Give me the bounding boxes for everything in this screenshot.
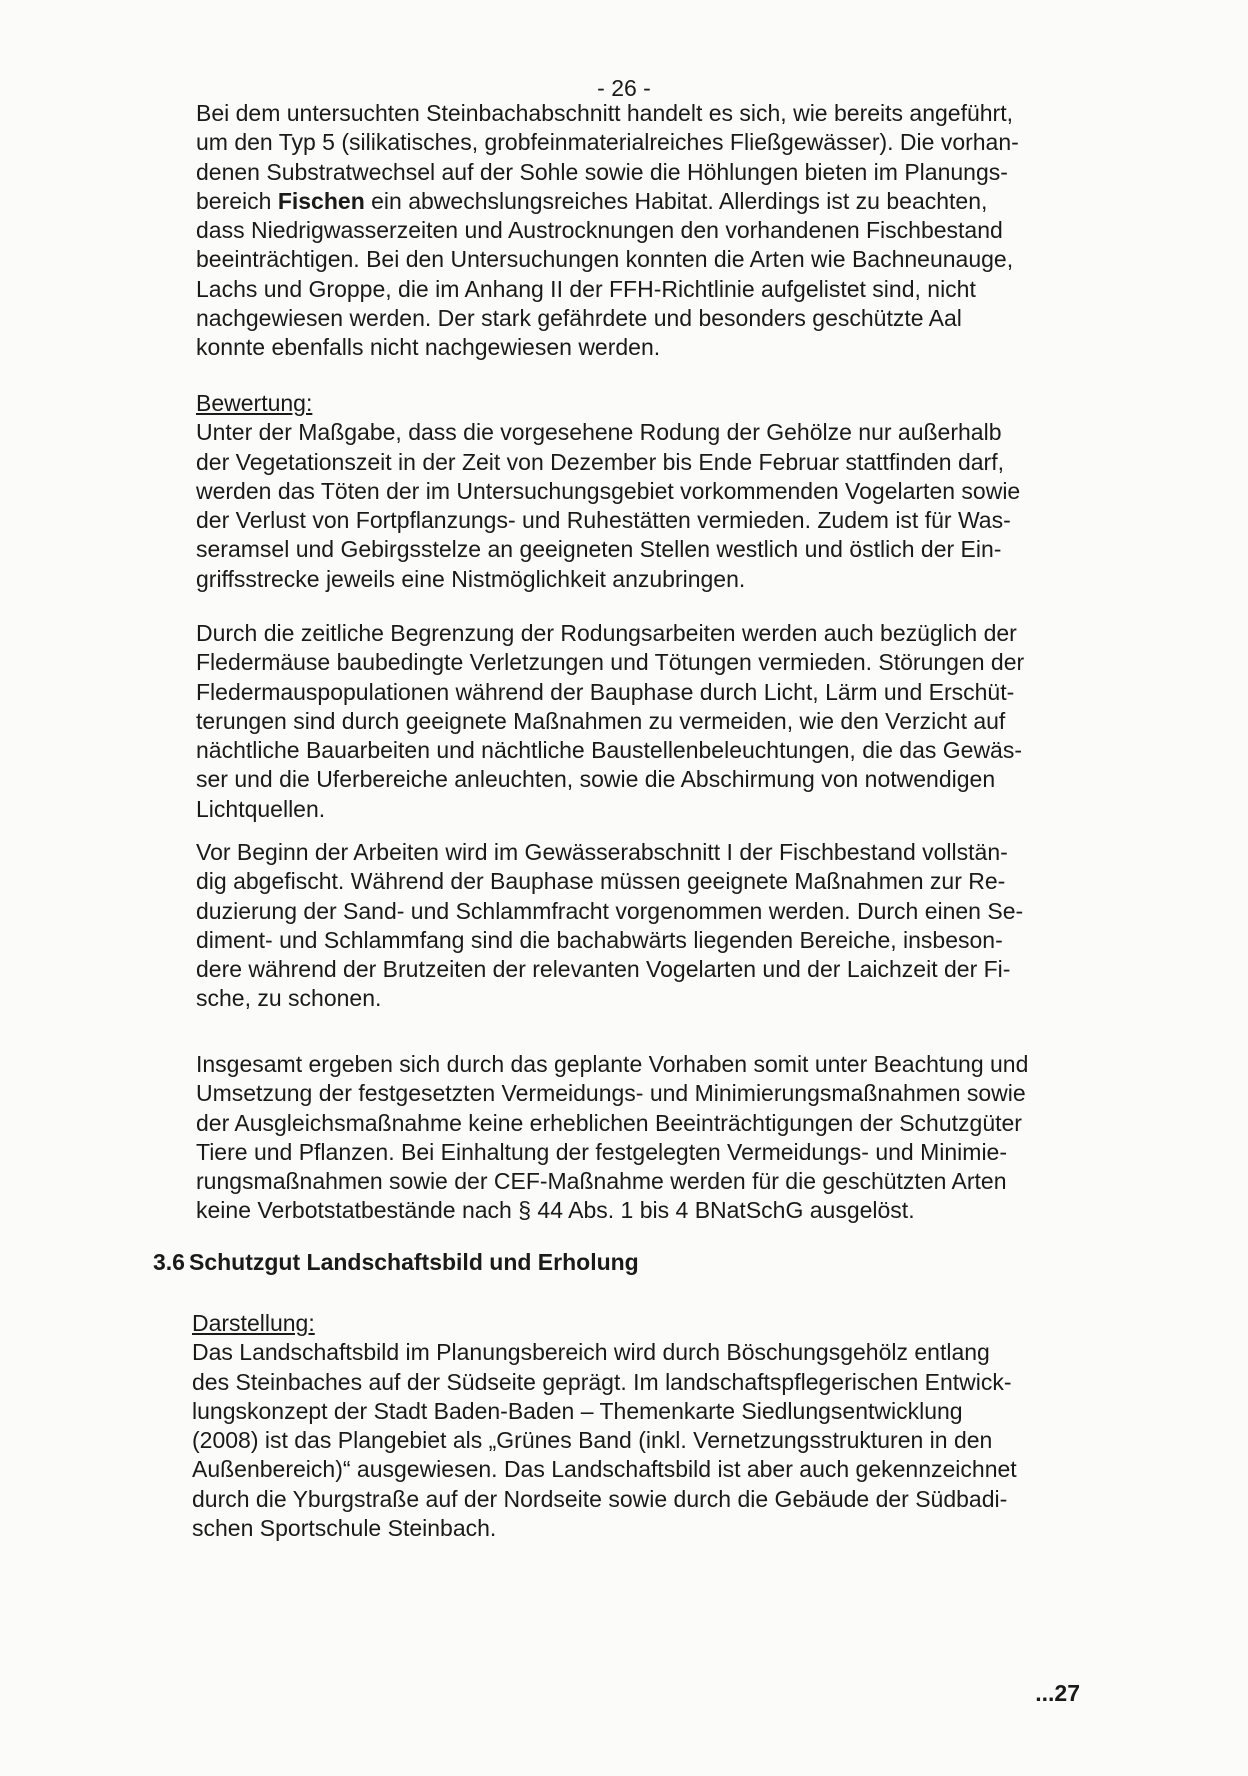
text-line: Vor Beginn der Arbeiten wird im Gewässerabschnitt I der Fischbestand vollstän- bbox=[196, 839, 1008, 865]
section-heading bbox=[153, 1247, 639, 1277]
next-page-marker: ...27 bbox=[1035, 1680, 1080, 1706]
text-line: des Steinbaches auf der Südseite geprägt. Im landschaftspflegerischen Entwick- bbox=[192, 1368, 1012, 1395]
text-line: um den Typ 5 (silikatisches, grobfeinmaterialreiches Fließgewässer). Die vorhan- bbox=[196, 129, 1019, 156]
text-line: sche, zu schonen. bbox=[196, 985, 382, 1012]
text-line: denen Substratwechsel auf der Sohle sowie die Höhlungen bieten im Planungs- bbox=[196, 158, 1008, 185]
text-line: Lachs und Groppe, die im Anhang II der FFH-Richtlinie aufgelistet sind, nicht bbox=[196, 275, 976, 302]
text-line: werden das Töten der im Untersuchungsgebiet vorkommenden Vogelarten sowie bbox=[196, 477, 1021, 504]
darstellung-heading: Darstellung: bbox=[192, 1310, 315, 1336]
text-line: dere während der Brutzeiten der relevanten Vogelarten und der Laichzeit der Fi- bbox=[196, 956, 1011, 983]
text-line: nachgewiesen werden. Der stark gefährdete und besonders geschützte Aal bbox=[196, 305, 962, 332]
text-line: der Verlust von Fortpflanzungs- und Ruhestätten vermieden. Zudem ist für Was- bbox=[196, 507, 1011, 534]
section-number: 3.6 bbox=[153, 1249, 185, 1275]
text-fragment: ein abwechslungsreiches Habitat. Allerdings ist zu beachten, bbox=[364, 187, 988, 214]
darstellung-section bbox=[192, 1309, 1092, 1543]
text-line: konnte ebenfalls nicht nachgewiesen werden. bbox=[196, 334, 661, 361]
text-line: Außenbereich)“ ausgewiesen. Das Landschaftsbild ist aber auch gekennzeichnet bbox=[192, 1456, 1017, 1483]
bewertung-paragraph-fledermaeuse bbox=[196, 619, 1096, 824]
text-line: ser und die Uferbereiche anleuchten, sowie die Abschirmung von notwendigen bbox=[196, 766, 996, 793]
text-line: terungen sind durch geeignete Maßnahmen zu vermeiden, wie den Verzicht auf bbox=[196, 707, 1006, 734]
text-line: diment- und Schlammfang sind die bachabwärts liegenden Bereiche, insbeson- bbox=[196, 926, 1003, 953]
text-line: Umsetzung der festgesetzten Vermeidungs- und Minimierungsmaßnahmen sowie bbox=[196, 1080, 1026, 1107]
text-line: lungskonzept der Stadt Baden-Baden – Themenkarte Siedlungsentwicklung bbox=[192, 1397, 963, 1424]
bewertung-heading: Bewertung: bbox=[196, 390, 313, 416]
text-line: dig abgefischt. Während der Bauphase müssen geeignete Maßnahmen zur Re- bbox=[196, 868, 1006, 895]
text-line: seramsel und Gebirgsstelze an geeigneten Stellen westlich und östlich der Ein- bbox=[196, 536, 1002, 563]
text-line bbox=[196, 187, 1096, 216]
text-line: Bei dem untersuchten Steinbachabschnitt handelt es sich, wie bereits angeführt, bbox=[196, 100, 1013, 126]
text-line: der Vegetationszeit in der Zeit von Dezember bis Ende Februar stattfinden darf, bbox=[196, 448, 1004, 475]
text-line: durch die Yburgstraße auf der Nordseite sowie durch die Gebäude der Südbadi- bbox=[192, 1485, 1008, 1512]
text-line: rungsmaßnahmen sowie der CEF-Maßnahme werden für die geschützten Arten bbox=[196, 1168, 1007, 1195]
text-line: keine Verbotstatbestände nach § 44 Abs. 1 bis 4 BNatSchG ausgelöst. bbox=[196, 1197, 915, 1224]
text-line: Das Landschaftsbild im Planungsbereich wird durch Böschungsgehölz entlang bbox=[192, 1339, 990, 1366]
text-line: griffsstrecke jeweils eine Nistmöglichkeit anzubringen. bbox=[196, 565, 746, 592]
text-line: schen Sportschule Steinbach. bbox=[192, 1515, 497, 1542]
text-line: Unter der Maßgabe, dass die vorgesehene Rodung der Gehölze nur außerhalb bbox=[196, 419, 1002, 446]
text-line: beeinträchtigen. Bei den Untersuchungen konnten die Arten wie Bachneunauge, bbox=[196, 246, 1014, 273]
text-line: Fledermäuse baubedingte Verletzungen und Tötungen vermieden. Störungen der bbox=[196, 649, 1025, 676]
text-line: Tiere und Pflanzen. Bei Einhaltung der festgelegten Vermeidungs- und Minimie- bbox=[196, 1138, 1008, 1165]
text-line: nächtliche Bauarbeiten und nächtliche Baustellenbeleuchtungen, die das Gewäs- bbox=[196, 737, 1023, 764]
text-line: Durch die zeitliche Begrenzung der Rodungsarbeiten werden auch bezüglich der bbox=[196, 620, 1017, 646]
section-title: Schutzgut Landschaftsbild und Erholung bbox=[188, 1249, 639, 1275]
bold-term-fischen: Fischen bbox=[277, 187, 365, 214]
page-number: - 26 - bbox=[597, 75, 651, 101]
text-line: dass Niedrigwasserzeiten und Austrocknungen den vorhandenen Fischbestand bbox=[196, 217, 1003, 244]
text-fragment: bereich bbox=[196, 187, 278, 214]
intro-paragraph bbox=[196, 99, 1096, 363]
text-line: Insgesamt ergeben sich durch das geplante Vorhaben somit unter Beachtung und bbox=[196, 1051, 1029, 1077]
text-line: duzierung der Sand- und Schlammfracht vorgenommen werden. Durch einen Se- bbox=[196, 897, 1024, 924]
text-line: der Ausgleichsmaßnahme keine erheblichen Beeinträchtigungen der Schutzgüter bbox=[196, 1109, 1022, 1136]
text-line: Fledermauspopulationen während der Bauphase durch Licht, Lärm und Erschüt- bbox=[196, 678, 1015, 705]
text-line: Lichtquellen. bbox=[196, 795, 326, 822]
bewertung-section bbox=[196, 389, 1096, 594]
bewertung-paragraph-summary bbox=[196, 1050, 1096, 1226]
bewertung-paragraph-fischbestand bbox=[196, 838, 1096, 1014]
text-line: (2008) ist das Plangebiet als „Grünes Band (inkl. Vernetzungsstrukturen in den bbox=[192, 1427, 993, 1454]
